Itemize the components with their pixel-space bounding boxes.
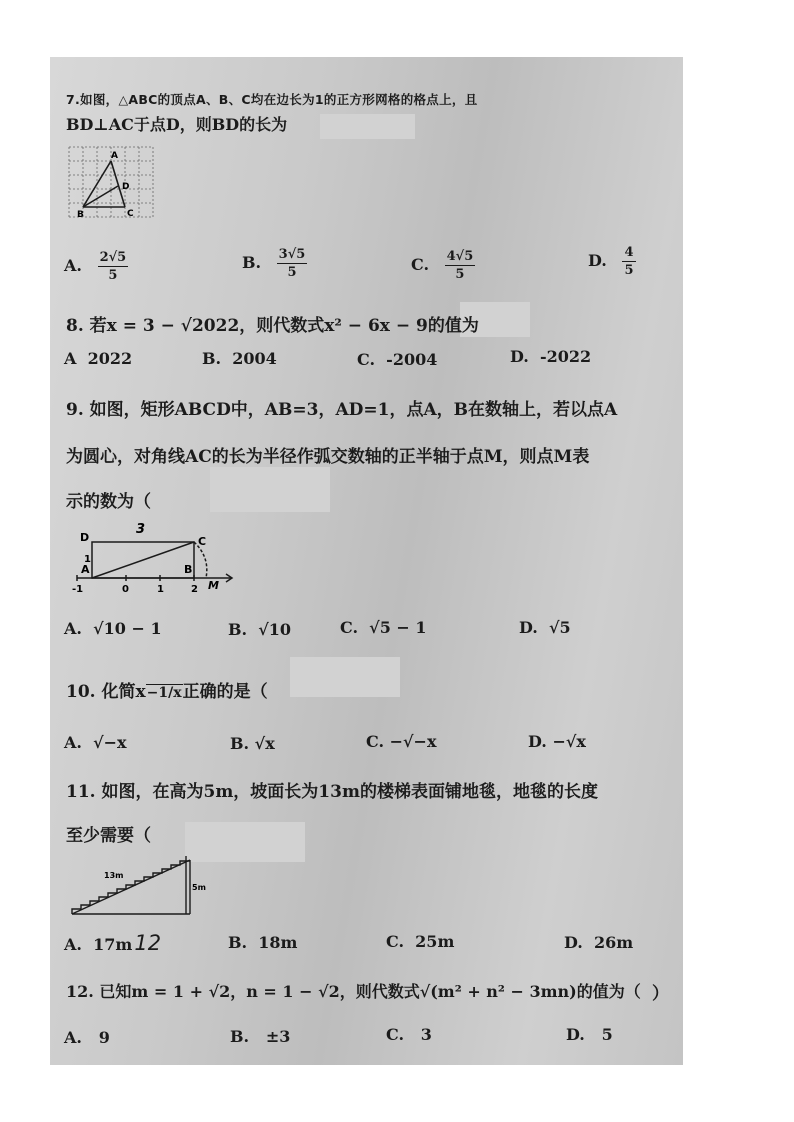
q8-option-label: C.	[357, 350, 376, 369]
q12-option-a[interactable]	[64, 1028, 110, 1047]
q9-option-label: B.	[228, 620, 248, 639]
q10-option-value: −√−x	[389, 732, 437, 751]
q10-stem-prefix: 10. 化简x	[66, 682, 146, 702]
q11-label-slope: 13m	[104, 871, 124, 880]
q7-option-d-num: 4	[624, 245, 634, 260]
q9-option-value: √10 − 1	[93, 619, 162, 638]
q10-option-value: √−x	[93, 733, 127, 752]
q10-option-b[interactable]	[230, 734, 275, 753]
q8-option-value: -2004	[386, 350, 438, 369]
q9-option-b[interactable]	[228, 620, 291, 639]
q10-option-label: D.	[528, 732, 547, 751]
q7-option-label: D.	[588, 251, 607, 270]
q7-option-label: A.	[64, 256, 82, 275]
q9-label-left: 1	[84, 554, 91, 565]
redaction-mark	[320, 114, 415, 139]
q9-option-value: √5	[549, 618, 571, 637]
q10-option-label: A.	[64, 733, 82, 752]
q9-label-top: 3	[136, 522, 146, 537]
q7-label-a: A	[111, 151, 118, 161]
q10-option-label: C.	[366, 732, 385, 751]
q9-line3: 示的数为（	[66, 492, 151, 512]
q7-option-b-den: 5	[287, 265, 297, 280]
q9-tick-label: 2	[191, 584, 198, 595]
q8-stem: 8. 若x = 3 − √2022，则代数式x² − 6x − 9的值为	[66, 316, 479, 336]
q12-option-value: 3	[420, 1025, 432, 1044]
q12-option-label: C.	[386, 1025, 405, 1044]
q9-option-label: A.	[64, 619, 82, 638]
q12-option-value: 9	[98, 1028, 110, 1047]
q11-line2: 至少需要（	[66, 826, 151, 846]
q9-figure	[72, 517, 242, 597]
q11-option-d[interactable]	[564, 933, 633, 952]
q8-option-value: -2022	[540, 347, 592, 366]
redaction-mark	[290, 657, 400, 697]
q11-option-value: 25m	[415, 932, 455, 951]
q12-option-value: 5	[601, 1025, 613, 1044]
q11-option-label: A.	[64, 935, 82, 954]
q9-tick-label: 0	[122, 584, 129, 595]
q11-option-value: 26m	[594, 933, 634, 952]
q10-option-a[interactable]	[64, 733, 127, 752]
q12-option-label: A.	[64, 1028, 82, 1047]
q12-option-label: B.	[230, 1027, 250, 1046]
q9-label-a: A	[81, 563, 90, 576]
q12-option-d[interactable]	[566, 1025, 613, 1044]
q9-label-b: B	[184, 563, 193, 576]
q9-option-c[interactable]	[340, 618, 427, 637]
q7-option-d[interactable]	[588, 246, 636, 277]
q10-option-value: √x	[254, 734, 275, 753]
q8-option-label: B.	[202, 349, 222, 368]
q8-option-value: 2004	[232, 349, 277, 368]
q7-figure	[67, 145, 157, 227]
q10-option-c[interactable]	[366, 732, 436, 751]
q10-option-d[interactable]	[528, 732, 586, 751]
q11-option-label: C.	[386, 932, 405, 951]
q8-option-label: D.	[510, 347, 529, 366]
q7-option-label: C.	[411, 255, 430, 274]
q11-option-label: D.	[564, 933, 583, 952]
q9-option-d[interactable]	[519, 618, 571, 637]
q9-label-d: D	[80, 531, 90, 544]
q7-label-b: B	[77, 210, 84, 220]
q12-close-paren: ）	[652, 984, 669, 1004]
q12-option-c[interactable]	[386, 1025, 432, 1044]
q8-option-value: 2022	[87, 349, 133, 368]
q9-option-label: C.	[340, 618, 359, 637]
q7-line1: 7.如图，△ABC的顶点A、B、C均在边长为1的正方形网格的格点上，且	[66, 92, 478, 107]
q11-handwritten-note: 12	[134, 931, 162, 955]
q7-option-b[interactable]	[242, 248, 307, 279]
q7-option-a-den: 5	[108, 268, 118, 283]
q9-tick-label: 1	[157, 584, 164, 595]
q7-option-c-num: 4√5	[446, 249, 474, 264]
q11-option-label: B.	[228, 933, 248, 952]
q7-option-d-den: 5	[624, 263, 634, 278]
q9-option-label: D.	[519, 618, 538, 637]
q8-option-d[interactable]	[510, 347, 591, 366]
q7-label-d: D	[122, 182, 130, 192]
q10-radicand: −1/x	[146, 685, 182, 701]
q9-label-m: M	[208, 579, 219, 592]
q7-option-c[interactable]	[411, 250, 475, 281]
q10-stem-suffix: 正确的是（	[182, 682, 268, 702]
q7-option-label: B.	[242, 253, 262, 272]
q9-label-c: C	[198, 535, 207, 548]
q8-option-a[interactable]	[64, 349, 132, 368]
q9-line2: 为圆心，对角线AC的长为半径作弧交数轴的正半轴于点M，则点M表	[66, 447, 590, 467]
q8-option-c[interactable]	[357, 350, 437, 369]
q9-option-value: √10	[258, 620, 292, 639]
q11-figure	[68, 852, 218, 922]
q9-tick-label: -1	[72, 584, 84, 595]
q11-label-height: 5m	[192, 883, 206, 892]
q10-option-value: −√x	[552, 732, 586, 751]
q8-option-b[interactable]	[202, 349, 277, 368]
q12-option-b[interactable]	[230, 1027, 290, 1046]
q8-option-label: A	[64, 349, 77, 368]
q9-option-a[interactable]	[64, 619, 162, 638]
q12-option-value: ±3	[265, 1027, 291, 1046]
q10-option-label: B.	[230, 734, 250, 753]
q11-option-a[interactable]	[64, 931, 161, 955]
q12-option-label: D.	[566, 1025, 585, 1044]
redaction-mark	[210, 467, 330, 512]
q7-line2: BD⊥AC于点D，则BD的长为	[66, 115, 288, 134]
q11-option-value: 17m	[93, 935, 133, 954]
q9-option-value: √5 − 1	[369, 618, 427, 637]
q11-option-b[interactable]	[228, 933, 297, 952]
q11-option-c[interactable]	[386, 932, 454, 951]
exam-sheet	[50, 57, 683, 1065]
q12-stem: 12. 已知m = 1 + √2，n = 1 − √2，则代数式√(m² + n² − 3mn)的值为（	[66, 982, 641, 1001]
q7-option-a-num: 2√5	[99, 250, 127, 265]
q11-option-value: 18m	[258, 933, 298, 952]
q11-line1: 11. 如图，在高为5m，坡面长为13m的楼梯表面铺地毯，地毯的长度	[66, 782, 598, 802]
q7-option-c-den: 5	[455, 267, 465, 282]
q9-line1: 9. 如图，矩形ABCD中，AB=3，AD=1，点A，B在数轴上，若以点A	[66, 400, 618, 420]
q10-stem	[66, 677, 268, 702]
q7-label-c: C	[127, 209, 134, 219]
q7-option-a[interactable]	[64, 251, 128, 282]
q7-option-b-num: 3√5	[278, 247, 306, 262]
